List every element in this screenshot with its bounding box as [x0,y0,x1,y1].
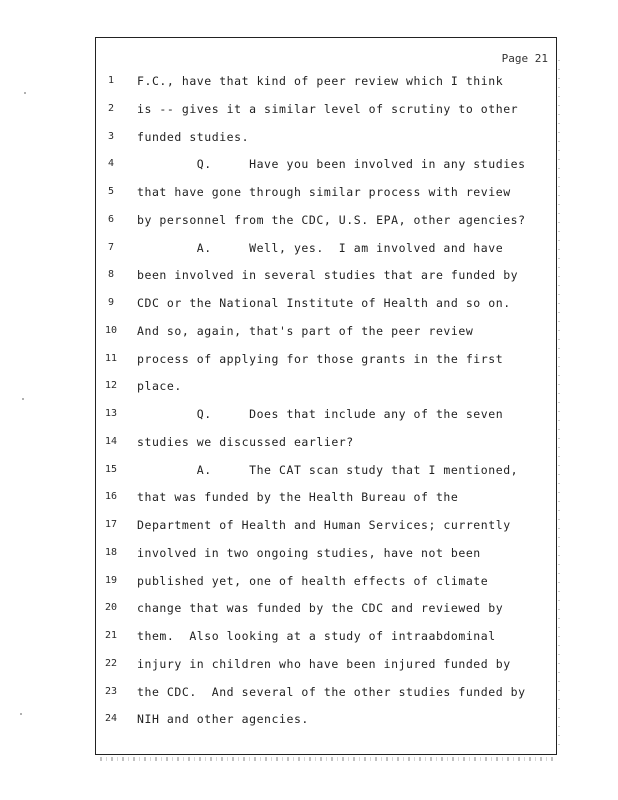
line-number: 13 [104,408,118,419]
scan-speck [22,398,24,400]
transcript-line: the CDC. And several of the other studies funded by [137,684,526,699]
line-number: 21 [104,630,118,641]
line-number: 20 [104,602,118,614]
line-number: 9 [107,297,115,308]
transcript-line: NIH and other agencies. [137,712,309,727]
line-number: 1 [107,75,115,86]
line-number: 10 [104,324,118,336]
transcript-line: And so, again, that's part of the peer review [137,323,474,338]
line-number: 7 [107,241,115,253]
transcript-line: A. Well, yes. I am involved and have [137,240,504,255]
transcript-line: studies we discussed earlier? [137,434,354,449]
transcript-line: been involved in several studies that are funded by [137,268,519,283]
scan-speck [24,92,26,94]
line-number: 11 [104,352,118,364]
line-number: 6 [107,213,115,225]
transcript-line: injury in children who have been injured funded by [137,656,511,671]
line-number: 12 [104,380,118,392]
line-number: 15 [104,463,118,475]
line-number: 14 [104,435,118,447]
transcript-line: that was funded by the Health Bureau of the [137,490,459,505]
transcript-line: Q. Does that include any of the seven [137,407,504,421]
line-number: 16 [104,491,118,503]
line-number: 24 [104,713,118,725]
line-number: 3 [107,130,115,142]
transcript-line: involved in two ongoing studies, have not been [137,545,481,560]
transcript-line: place. [137,379,182,394]
transcript-line: them. Also looking at a study of intraabdominal [137,629,496,643]
line-number: 4 [107,158,115,170]
line-number: 18 [104,546,118,558]
scan-speck [20,713,22,715]
scan-noise-right [558,60,560,750]
line-number: 2 [107,102,115,114]
line-number: 5 [107,186,115,197]
line-number: 8 [107,269,115,281]
transcript-line: Q. Have you been involved in any studies [137,157,526,172]
scan-noise-bottom [100,757,555,761]
line-number: 23 [104,685,118,697]
transcript-line: process of applying for those grants in the first [137,351,504,366]
transcript-line: that have gone through similar process with review [137,185,511,199]
transcript-line: by personnel from the CDC, U.S. EPA, other agencies? [137,212,526,227]
page-number: Page 21 [501,52,548,65]
transcript-line: Department of Health and Human Services; currently [137,518,511,532]
transcript-page-frame [95,37,557,755]
transcript-line: change that was funded by the CDC and reviewed by [137,601,504,616]
transcript-line: CDC or the National Institute of Health and so on. [137,296,511,310]
line-number: 19 [104,574,118,586]
line-number: 22 [104,657,118,669]
transcript-line: published yet, one of health effects of climate [137,573,489,588]
transcript-line: A. The CAT scan study that I mentioned, [137,462,519,477]
transcript-line: funded studies. [137,129,250,144]
transcript-line: F.C., have that kind of peer review which I think [137,74,504,88]
line-number: 17 [104,519,118,530]
transcript-line: is -- gives it a similar level of scrutiny to other [137,101,519,116]
